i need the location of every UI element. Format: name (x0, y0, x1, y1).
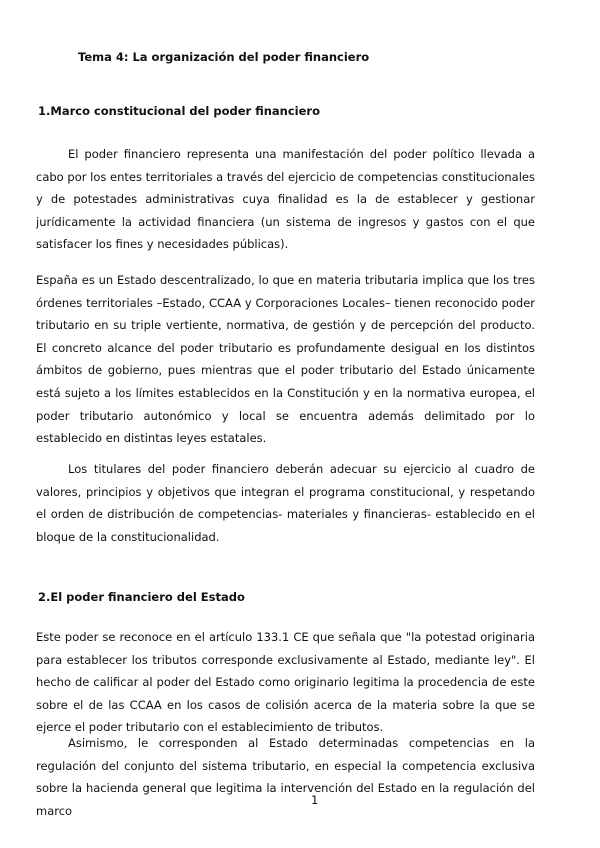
paragraph-2-1: Este poder se reconoce en el artículo 133.1 CE que señala que "la potestad originaria para establecer los tributos corresponde exclusivamente al Estado, mediante ley". El hecho de calificar al poder del Estado como originario legitima la procedencia de este sobre el de las CCAA en los casos de colisión acerca de la materia sobre la que se ejerce el poder tributario con el establecimiento de tributos. (36, 630, 535, 735)
paragraph-1-2: España es un Estado descentralizado, lo que en materia tributaria implica que los tres órdenes territoriales –Estado, CCAA y Corporaciones Locales– tienen reconocido poder tributario en su triple vertiente, normativa, de gestión y de percepción del producto. El concreto alcance del poder tributario es profundamente desigual en los distintos ámbitos de gobierno, pues mientras que el poder tributario del Estado únicamente está sujeto a los límites establecidos en la Constitución y en la normativa europea, el poder tributario autonómico y local se encuentra además delimitado por lo establecido en distintas leyes estatales. (36, 273, 535, 446)
section-heading-2: 2.El poder financiero del Estado (38, 590, 245, 604)
section-heading-1: 1.Marco constitucional del poder financiero (38, 104, 320, 118)
paragraph-1-1: El poder financiero representa una manifestación del poder político llevada a cabo por los entes territoriales a través del ejercicio de competencias constitucionales y de potestades administrativas cuya finalidad es la de establecer y gestionar jurídicamente la actividad financiera (un sistema de ingresos y gastos con el que satisfacer los fines y necesidades públicas). (36, 147, 535, 252)
paragraph-2-2: Asimismo, le corresponden al Estado determinadas competencias en la regulación del conjunto del sistema tributario, en especial la competencia exclusiva sobre la hacienda general que legitima la intervención del Estado en la regulación del marco (36, 736, 535, 818)
paragraph-1-3: Los titulares del poder financiero deberán adecuar su ejercicio al cuadro de valores, principios y objetivos que integran el programa constitucional, y respetando el orden de distribución de competencias- materiales y financieras- establecido en el bloque de la constitucionalidad. (36, 462, 535, 544)
page-number: 1 (311, 793, 319, 807)
document-title: Tema 4: La organización del poder financiero (78, 50, 370, 64)
